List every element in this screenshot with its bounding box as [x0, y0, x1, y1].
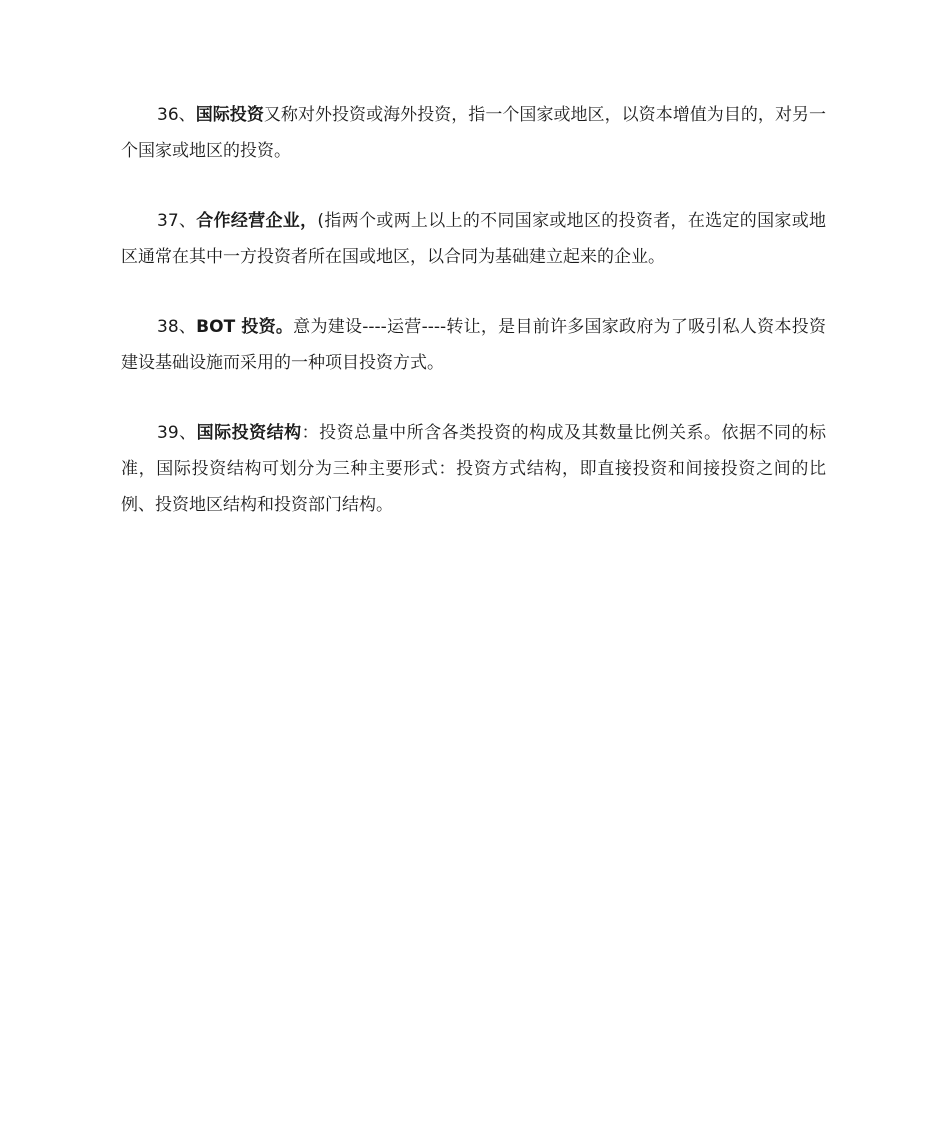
entry-definition: ：投资总量中所含各类投资的构成及其数量比例关系。依据不同的标准，国际投资结构可划分为三种主要形式：投资方式结构，即直接投资和间接投资之间的比例、投资地区结构和投资部门结构。: [121, 423, 826, 515]
definition-paragraph-36: [121, 97, 826, 169]
entry-number: 36、: [157, 105, 196, 125]
entry-definition: 又称对外投资或海外投资，指一个国家或地区，以资本增值为目的，对另一个国家或地区的投资。: [121, 105, 827, 161]
definition-paragraph-39: [121, 415, 826, 523]
entry-number: 37、: [157, 211, 197, 231]
entry-number: 38、: [157, 317, 197, 337]
entry-term: 国际投资结构: [196, 423, 302, 443]
entry-definition: 意为建设----运营----转让，是目前许多国家政府为了吸引私人资本投资建设基础设施而采用的一种项目投资方式。: [121, 317, 826, 373]
entry-definition: (指两个或两上以上的不同国家或地区的投资者，在选定的国家或地区通常在其中一方投资者所在国或地区，以合同为基础建立起来的企业。: [121, 211, 826, 267]
entry-term: BOT 投资。: [196, 317, 294, 337]
definition-paragraph-37: [121, 203, 826, 275]
entry-term: 国际投资: [195, 105, 264, 125]
definition-paragraph-38: [121, 309, 826, 381]
entry-number: 39、: [157, 423, 197, 443]
entry-term: 合作经营企业，: [196, 211, 318, 231]
